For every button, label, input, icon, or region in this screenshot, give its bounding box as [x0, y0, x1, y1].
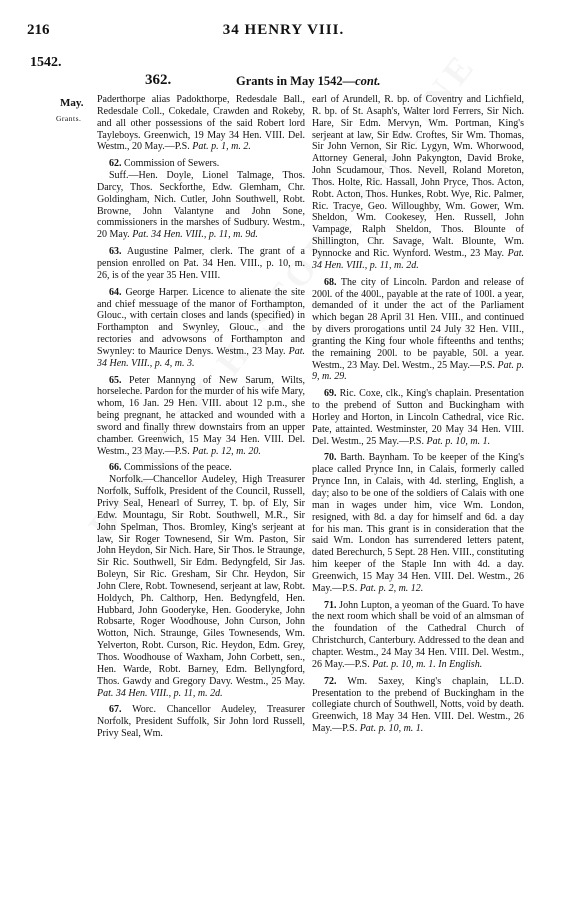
section-number: 362. [145, 72, 172, 88]
entry-number: 71. [324, 599, 337, 611]
entry-number: 63. [109, 246, 122, 258]
entry-63: 63. Augustine Palmer, clerk. The grant of a pension enrolled on Pat. 34 Hen. VIII., p. 10, m. 26, is of the year 35 Hen. VIII. [97, 246, 305, 281]
page-number: 216 [27, 22, 50, 38]
entry-66 [97, 462, 305, 474]
entry-number: 70. [324, 452, 337, 464]
entry-number: 72. [324, 675, 337, 687]
entry-number: 67. [109, 704, 122, 716]
running-header [0, 22, 567, 42]
patent-reference: Pat. p. 1, m. 2. [192, 141, 251, 153]
running-title: 34 HENRY VIII. [222, 22, 345, 38]
entry-67-continued: earl of Arundell, R. bp. of Coventry and Lichfield, R. bp. of St. Asaph's, Walter lord Ferrers, Sir Nich. Hare, Sir Edm. Mervyn, Wm. Portman, King's serjeant at law, Sir Edw. Croftes, Sir Wm. Thomas, Sir John Vernon, Sir Ric. Lygyn, Wm. Whorwood, Attorney General, John Pakyngton, David Broke, John Scudamour, Thos. Nevell, Roland Moreton, Thos. Holte, Ric. Hassall, John Pryce, Thos. Acton, Robt. Acton, Thos. Hunkes, Robt. Wye, Ric. Palmer, Ric. Tracye, Geo. Willoughby, Wm. Gower, Wm. Sheldon, Wm. Cookesey, Hen. Russell, John Vampage, Ralph Sheldon, Thos. Blounte of Shillington, Chr. Savage, Walt. Blounte, Wm. Pynnocke and Ric. Wynford. Westm., 23 May. Pat. 34 Hen. VIII., p. 11, m. 2d. [312, 94, 525, 271]
margin-month: May. [60, 97, 84, 109]
patent-reference: Pat. p. 10, m. 1. In English. [372, 658, 483, 670]
entry-number: 66. [109, 462, 122, 474]
section-title-text: Grants in May 1542 [236, 74, 343, 88]
patent-reference: Pat. 34 Hen. VIII., p. 11, m. 2d. [312, 247, 525, 271]
entry-62-body: Suff.—Hen. Doyle, Lionel Talmage, Thos. Darcy, Thos. Seckforthe, Edw. Glemham, Chr. Goldingham, Nich. Cutler, John Southwell, Robt. Browne, John Valantyne and John Sone, commissioners in the marshes of Sudbury. Westm., 20 May. Pat. 34 Hen. VIII., p. 11, m. 9d. [97, 170, 305, 241]
entry-heading: Commissions of the peace. [124, 462, 232, 474]
entry-72: 72. Wm. Saxey, King's chaplain, LL.D. Presentation to the prebend of Buckingham in the collegiate church of Southwell, Notts, void by death. Greenwich, 18 May 34 Hen. VIII. Del. Westm., 26 May.—P.S. Pat. p. 10, m. 1. [312, 675, 524, 735]
patent-reference: Pat. p. 10, m. 1. [426, 435, 491, 447]
entry-number: 65. [109, 374, 122, 386]
entry-heading: Commission of Sewers. [124, 158, 220, 170]
entry-number: 69. [324, 388, 337, 400]
entry-69: 69. Ric. Coxe, clk., King's chaplain. Presentation to the prebend of Sutton and Buckingham with Horley and Horton, in Lincoln Cathedral, vice Ric. Pate, attainted. Westminster, 20 May 34 Hen. VIII. Del. Westm., 25 May.—P.S. Pat. p. 10, m. 1. [312, 388, 525, 447]
year-heading: 1542. [30, 55, 62, 70]
patent-reference: Pat. 34 Hen. VIII., p. 11, m. 9d. [132, 229, 258, 241]
margin-label: Grants. [56, 114, 82, 123]
entry-number: 64. [109, 286, 122, 298]
text-column-right [312, 94, 524, 735]
entry-71: 71. John Lupton, a yeoman of the Guard. To have the next room which shall be void of an almsman of the foundation of the Cathedral Church of Christchurch, Canterbury. Addressed to the dean and chapter. Westm., 24 May 34 Hen. VIII. Del. Westm., 26 May.—P.S. Pat. p. 10, m. 1. In English. [312, 599, 525, 670]
patent-reference: Pat. p. 9, m. 29. [312, 359, 525, 383]
entry-number: 62. [109, 158, 122, 170]
entry-70: 70. Barth. Baynham. To be keeper of the King's place called Prynce Inn, in Calais, formerly called Prynce Inn, in Calais, with 4d. sterling, English, a day; also to be one of the soldiers of Calais with one man in wages under him, vice Wm. London, resigned, with 8d. a day for himself and 6d. a day for his man. This grant is in consideration that the said Wm. London has surrendered letters patent, dated Berechurch, 5 Sept. 28 Hen. VIII., constituting him keeper of the Staple Inn with 4d. a day. Greenwich, 15 May 34 Hen. VIII. Del. Westm., 26 May.—P.S. Pat. p. 2, m. 12. [312, 452, 524, 594]
section-title-suffix: —cont. [342, 74, 381, 88]
entry-65: 65. Peter Mannyng of New Sarum, Wilts, horseleche. Pardon for the murder of his wife Mary, whom, 16 Jan. 29 Hen. VIII. about 12 p.m., she being pregnant, he attacked and wounded with a sword and finally threw downstairs from an upper chamber. Greenwich, 15 May 34 Hen. VIII. Del. Westm., 23 May.—P.S. Pat. p. 12, m. 20. [97, 374, 306, 457]
patent-reference: Pat. p. 2, m. 12. [359, 582, 424, 594]
entry-67: 67. Worc. Chancellor Audeley, Treasurer Norfolk, President Suffolk, Sir John lord Russell, Privy Seal, Wm. [97, 704, 305, 740]
entry-number: 68. [324, 276, 337, 288]
patent-reference: Pat. p. 12, m. 20. [192, 445, 261, 457]
entry-64: 64. George Harper. Licence to alienate the site and chief messuage of the manor of Forthampton, Glouc., with certain closes and lands (specified) in Forthampton and Swynley, Glouc., and the rectories and advowsons of Forthampton and Swynley: to Maurice Denys. Westm., 23 May. Pat. 34 Hen. VIII., p. 4, m. 3. [97, 286, 306, 369]
patent-reference: Pat. 34 Hen. VIII., p. 11, m. 2d. [97, 687, 223, 699]
entry-68: 68. The city of Lincoln. Pardon and release of 200l. of the 400l., payable at the rate of 100l. a year, demanded of it under the act of the Parliament which began 28 April 31 Hen. VIII., and continued by divers prorogations until 24 July 32 Hen. VIII., granting the King four whole fifteenths and tenths; the remaining 200l. to be payable, 50l. a year. Westm., 23 May. Del. Westm., 25 May.—P.S. Pat. p. 9, m. 29. [312, 276, 525, 383]
patent-reference: Pat. p. 10, m. 1. [359, 723, 424, 735]
entry-62 [97, 158, 305, 170]
entry-continued: Paderthorpe alias Padokthorpe, Redesdale Ball., Redesdale Coll., Cokedale, Crawden and Rokeby, and all other possessions of the said Robert lord Tayleboys. Greenwich, 19 May 34 Hen. VIII. Del. Westm., 20 May.—P.S. Pat. p. 1, m. 2. [97, 94, 305, 153]
text-column-left [97, 94, 305, 740]
patent-reference: Pat. 34 Hen. VIII., p. 4, m. 3. [97, 345, 306, 369]
entry-66-body: Norfolk.—Chancellor Audeley, High Treasurer Norfolk, Suffolk, President of the Council, Russell, Privy Seal, Henearl of Surrey, T. bp. of Ely, Sir Edw. Mountagu, Sir Robt. Southwell, M.R., Sir John Spelman, Thos. Bromley, King's serjeant at law, Sir Roger Townesend, Sir Wm. Paston, Sir John Heydon, Sir Nich. Hare, Sir Thos. le Straunge, Sir Ric. Southwell, Sir Edm. Bedyngfeld, Sir Jas. Boleyn, Sir Ric. Gresham, Sir Chr. Heydon, Sir John Clere, Robt. Townesend, serjeant at law, Robt. Holdych, Ph. Calthorp, Hen. Bedyngfeld, Hen. Hubbard, John Gooderyke, Hen. Gooderyke, John Robsarte, Roger Woodhouse, John Curson, John Wotton, Nich. Straunge, Giles Townesends, Wm. Yelverton, Robt. Curson, Ric. Heydon, Edm. Grey, Thos. Woodhouse of Waxham, John Corbett, sen., Hen. Warde, Robt. Barney, Edm. Bellyngford, Thos. Gawdy and Gregory Davy. Westm., 25 May. Pat. 34 Hen. VIII., p. 11, m. 2d. [97, 474, 305, 699]
section-title [236, 74, 380, 89]
